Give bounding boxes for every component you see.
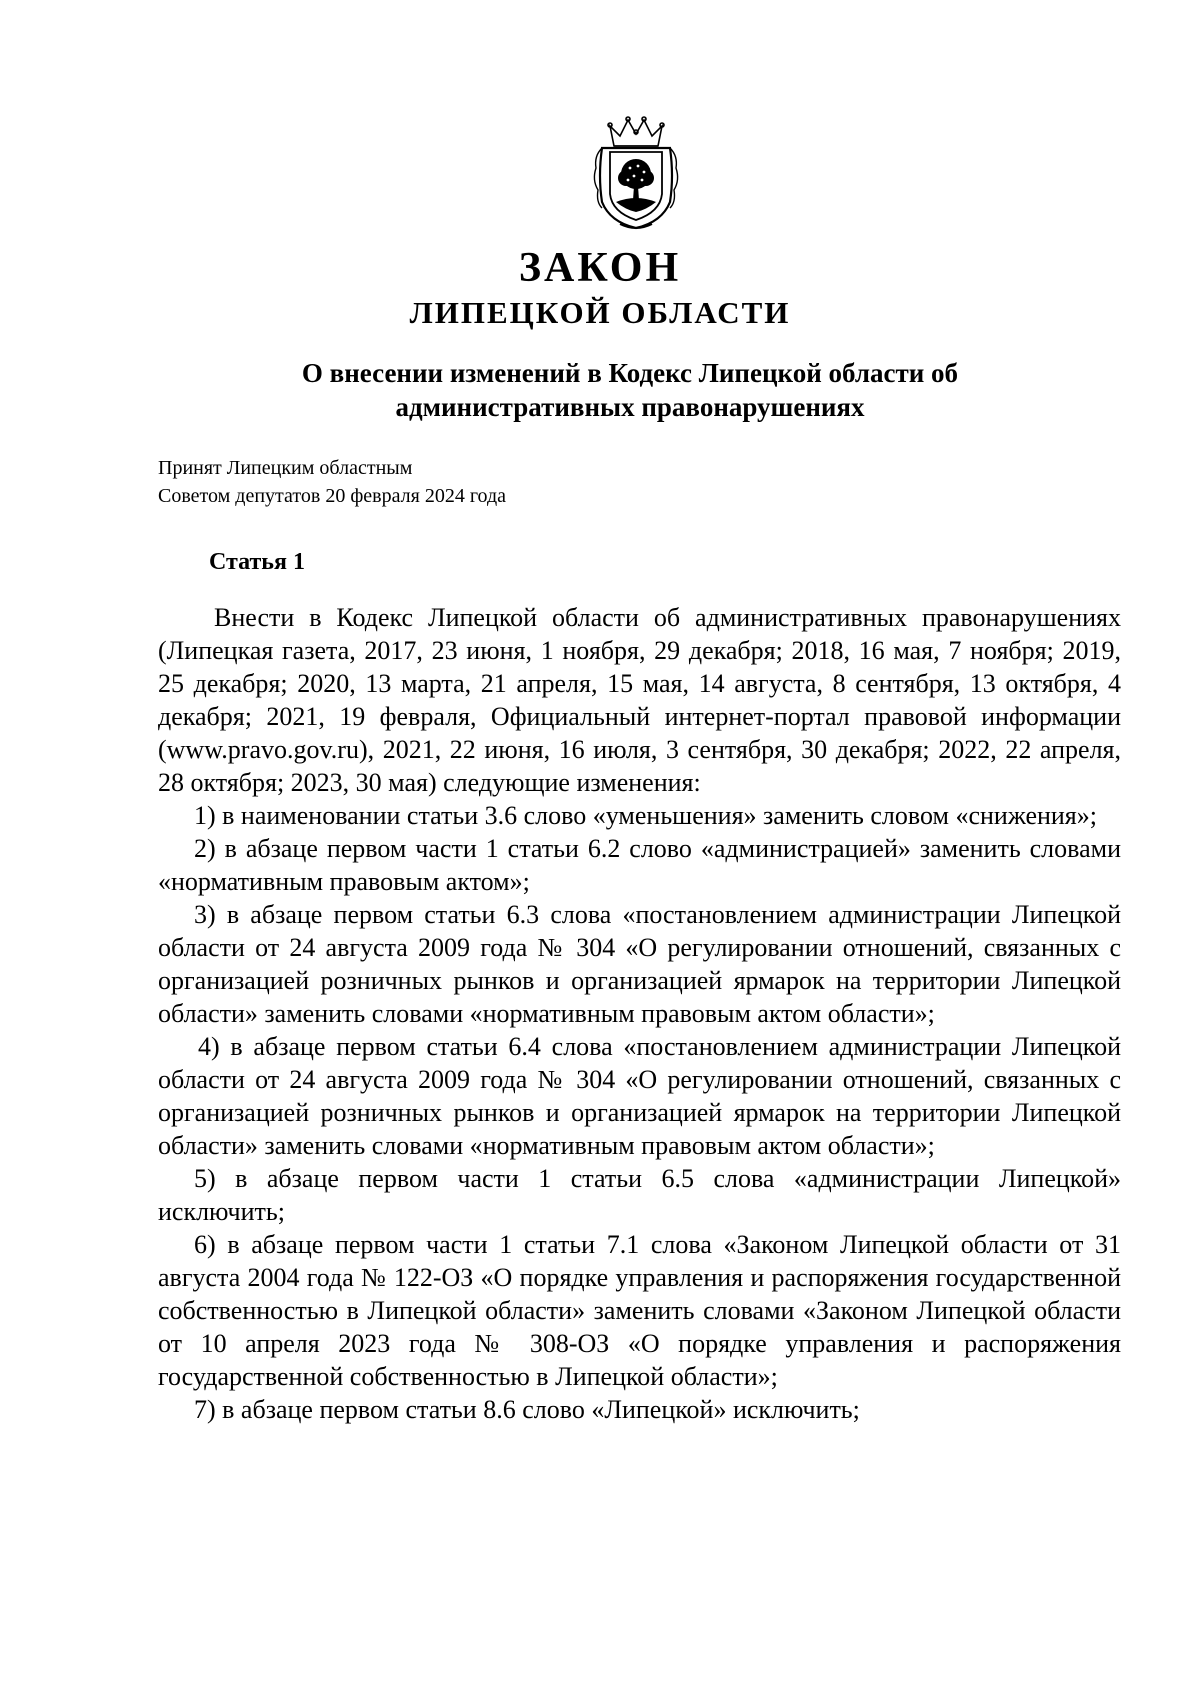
adoption-note-line: Принят Липецким областным [158,457,413,479]
article-paragraph: 5) в абзаце первом части 1 статьи 6.5 слова «администрации Липецкой» исключить; [158,1164,1121,1226]
article-paragraph: 2) в абзаце первом части 1 статьи 6.2 слово «администрацией» заменить словами «нормативным правовым актом»; [158,834,1121,896]
law-heading [200,356,1060,424]
article-paragraph: 1) в наименовании статьи 3.6 слово «уменьшения» заменить словом «снижения»; [194,801,1097,830]
article-body [158,601,1121,1426]
article-paragraph: 6) в абзаце первом части 1 статьи 7.1 слова «Законом Липецкой области от 31 августа 2004 года № 122-ОЗ «О порядке управления и распоряжения государственной собственностью в Липецкой области» заменить словами «Законом Липецкой области от 10 апреля 2023 года № 308-ОЗ «О порядке управления и распоряжения государственной собственностью в Липецкой области»; [158,1230,1121,1391]
law-title: ЗАКОН [518,245,682,291]
article-paragraph: Внести в Кодекс Липецкой области об административных правонарушениях (Липецкая газета, 2017, 23 июня, 1 ноября, 29 декабря; 2018, 16 мая, 7 ноября; 2019, 25 декабря; 2020, 13 марта, 21 апреля, 15 мая, 14 августа, 8 сентября, 13 октября, 4 декабря; 2021, 19 февраля, Официальный интернет-портал правовой информации (www.pravo.gov.ru), 2021, 22 июня, 16 июля, 3 сентября, 30 декабря; 2022, 22 апреля, 28 октября; 2023, 30 мая) следующие изменения: [158,603,1121,797]
law-heading-line: О внесении изменений в Кодекс Липецкой области об [301,358,959,388]
adoption-note-line: Советом депутатов 20 февраля 2024 года [158,485,507,507]
adoption-note [158,454,506,510]
law-heading-line: административных правонарушениях [395,392,865,422]
coat-of-arms-icon [590,116,682,232]
law-region: ЛИПЕЦКОЙ ОБЛАСТИ [409,295,791,330]
article-paragraph: 7) в абзаце первом статьи 8.6 слово «Липецкой» исключить; [194,1395,860,1424]
article-title: Статья 1 [209,549,305,575]
article-paragraph: 4) в абзаце первом статьи 6.4 слова «постановлением администрации Липецкой области от 24 августа 2009 года № 304 «О регулировании отношений, связанных с организацией розничных рынков и организацией ярмарок на территории Липецкой области» заменить словами «нормативным правовым актом области»; [158,1032,1121,1160]
article-paragraph: 3) в абзаце первом статьи 6.3 слова «постановлением администрации Липецкой области от 24 августа 2009 года № 304 «О регулировании отношений, связанных с организацией розничных рынков и организацией ярмарок на территории Липецкой области» заменить словами «нормативным правовым актом области»; [158,900,1121,1028]
